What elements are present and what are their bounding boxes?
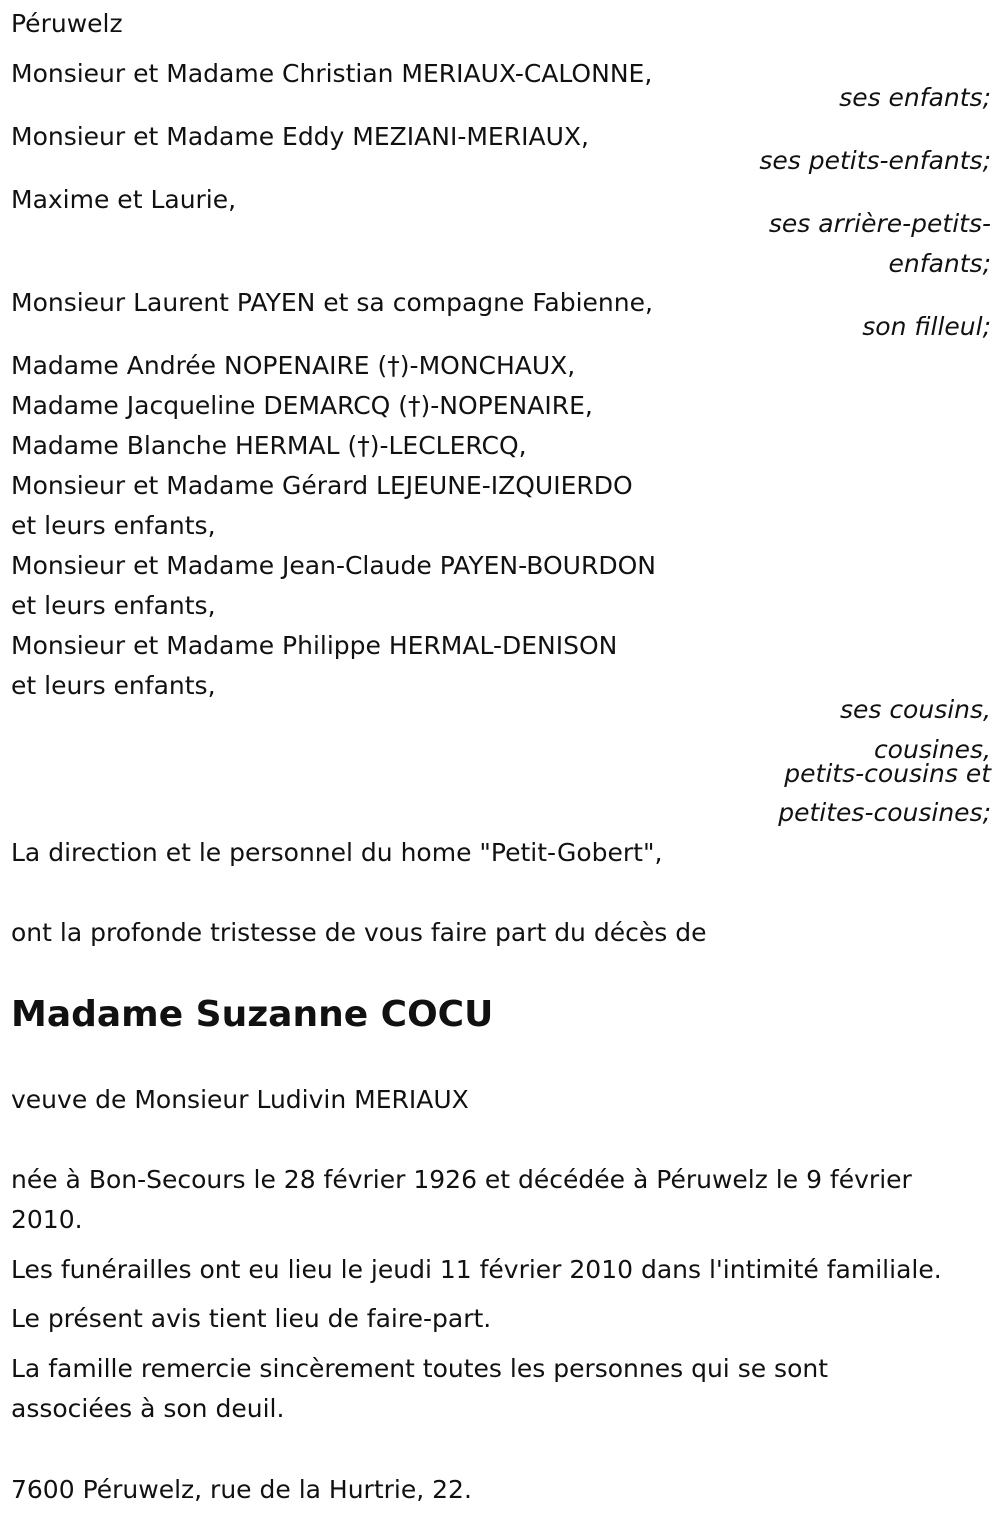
group5-line: Monsieur et Madame Philippe HERMAL-DENISON	[11, 631, 618, 660]
notice: Le présent avis tient lieu de faire-part.	[11, 1304, 492, 1333]
group1-role: ses enfants;	[839, 83, 991, 112]
birth-death: née à Bon-Secours le 28 février 1926 et décédée à Péruwelz le 9 février 2010.	[11, 1165, 912, 1234]
group5-line: Monsieur et Madame Jean-Claude PAYEN-BOURDON	[11, 551, 656, 580]
group5-role-line: petits-cousins et	[784, 759, 991, 788]
group3-role-line2: enfants;	[888, 249, 991, 278]
group2-role: ses petits-enfants;	[759, 146, 991, 175]
group3-role-line1: ses arrière-petits-	[768, 209, 991, 238]
group5-role-line: cousines,	[873, 735, 991, 764]
group5-role-line: ses cousins,	[839, 695, 991, 724]
group5-line: Monsieur et Madame Gérard LEJEUNE-IZQUIERDO	[11, 471, 633, 500]
location: Péruwelz	[11, 9, 123, 38]
thanks: La famille remercie sincèrement toutes les personnes qui se sont associées à son deuil.	[11, 1354, 829, 1423]
address: 7600 Péruwelz, rue de la Hurtrie, 22.	[11, 1475, 472, 1504]
widow-of: veuve de Monsieur Ludivin MERIAUX	[11, 1085, 469, 1114]
funeral-info: Les funérailles ont eu lieu le jeudi 11 février 2010 dans l'intimité familiale.	[11, 1255, 942, 1284]
group2-names: Monsieur et Madame Eddy MEZIANI-MERIAUX,	[11, 122, 589, 151]
group5-line: Madame Blanche HERMAL (†)-LECLERCQ,	[11, 431, 527, 460]
group5-line: et leurs enfants,	[11, 591, 216, 620]
group5-line: Madame Andrée NOPENAIRE (†)-MONCHAUX,	[11, 351, 576, 380]
group1-names: Monsieur et Madame Christian MERIAUX-CALONNE,	[11, 59, 653, 88]
group5-line: et leurs enfants,	[11, 671, 216, 700]
group5-role-line: petites-cousines;	[778, 798, 991, 827]
group4-names: Monsieur Laurent PAYEN et sa compagne Fabienne,	[11, 288, 653, 317]
deceased-name: Madame Suzanne COCU	[11, 994, 494, 1035]
group5-line: et leurs enfants,	[11, 511, 216, 540]
group4-role: son filleul;	[862, 312, 991, 341]
group3-names: Maxime et Laurie,	[11, 185, 237, 214]
direction-line: La direction et le personnel du home "Petit-Gobert",	[11, 838, 663, 867]
group5-line: Madame Jacqueline DEMARCQ (†)-NOPENAIRE,	[11, 391, 593, 420]
announcement: ont la profonde tristesse de vous faire part du décès de	[11, 918, 707, 947]
